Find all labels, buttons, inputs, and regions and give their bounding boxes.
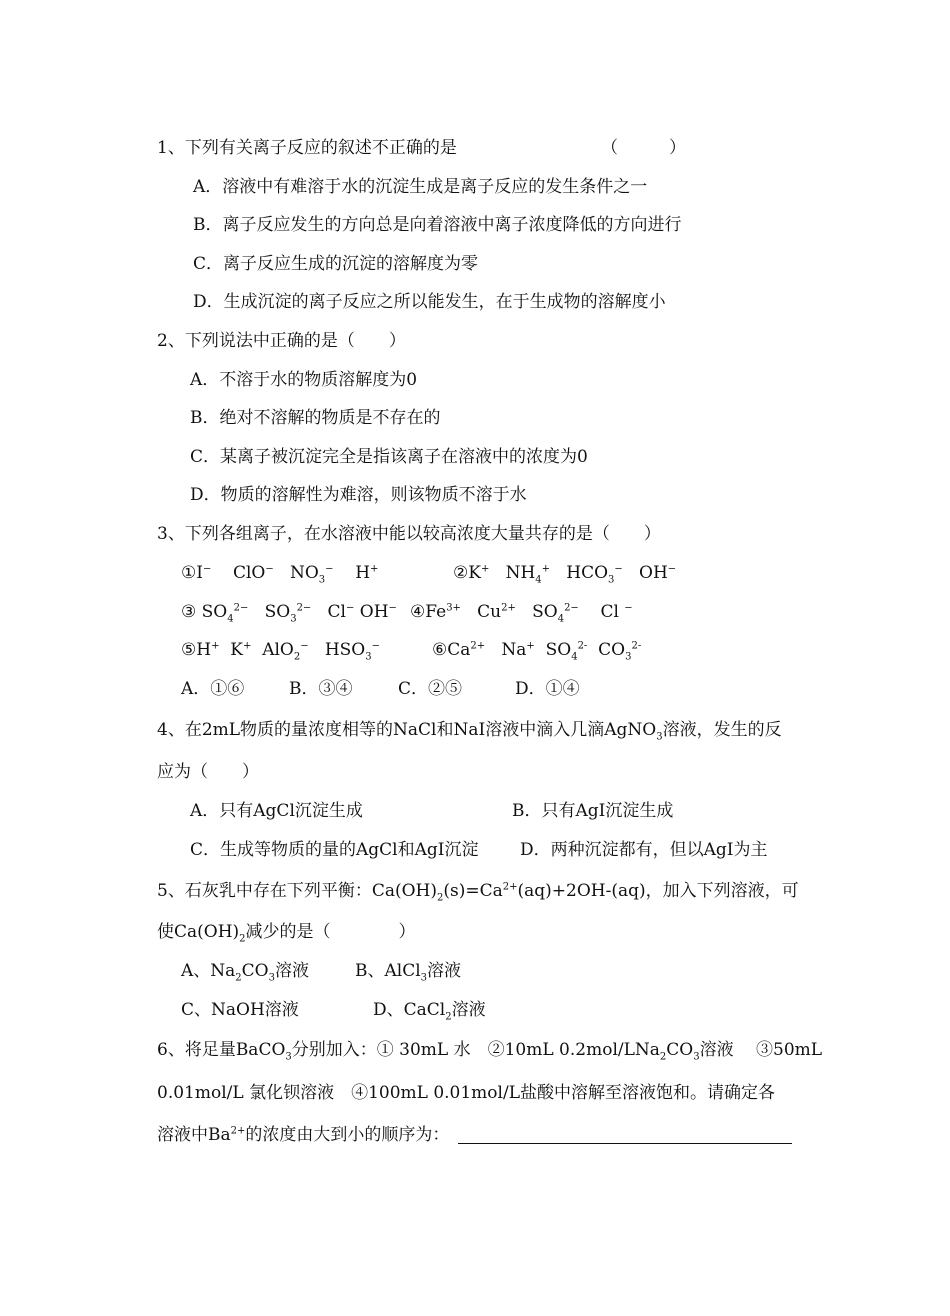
q1-option-d: D．生成沉淀的离子反应之所以能发生，在于生成物的溶解度小 <box>193 292 666 312</box>
q2-option-c: C．某离子被沉淀完全是指该离子在溶液中的浓度为0 <box>190 447 588 467</box>
q3-ion-group-6: $⑥Ca^{2+}$ Na+ $SO_4^{2-}$ $CO_3^{2-}$ <box>432 640 642 663</box>
q4-stem-line1: 4、在2mL物质的量浓度相等的NaCl和NaI溶液中滴入几滴AgNO$_3$溶液，发生的反 <box>157 720 782 743</box>
q3-ion-group-3: ③ $SO_4^{2-}$ $SO_3^{2-}$ Cl− OH− <box>181 602 397 625</box>
q6-stem-line1: 6、将足量BaCO$_3$分别加入：① 30mL 水 ②10mL $0.2mol/LNa_2CO_3$溶液 ③50mL <box>157 1040 823 1063</box>
q3-ion-group-4: $④Fe^{3+}$ $Cu^{2+}$ $SO_4^{2-}$ Cl − <box>410 602 633 625</box>
q5-option-c: C、NaOH溶液 <box>181 1000 299 1020</box>
q1-option-b: B．离子反应发生的方向总是向着溶液中离子浓度降低的方向进行 <box>193 215 682 235</box>
q4-option-c: C．生成等物质的量的AgCl和AgI沉淀 <box>190 840 479 860</box>
q1-stem: 1、下列有关离子反应的叙述不正确的是 <box>157 138 457 158</box>
q6-stem-line2: 0.01mol/L 氯化钡溶液 ④100mL 0.01mol/L盐酸中溶解至溶液饱和。请确定各 <box>157 1083 775 1103</box>
q6-answer-blank[interactable] <box>458 1143 792 1144</box>
q5-stem-line1: 5、石灰乳中存在下列平衡：$Ca(OH)_2(s)=Ca^{2+}(aq)+2OH-(aq)$，加入下列溶液，可 <box>157 881 799 904</box>
q1-option-c: C．离子反应生成的沉淀的溶解度为零 <box>193 254 479 274</box>
q2-option-b: B．绝对不溶解的物质是不存在的 <box>190 408 441 428</box>
q4-stem-line2: 应为（ ） <box>157 762 259 782</box>
q4-option-b: B．只有AgI沉淀生成 <box>512 801 674 821</box>
q1-answer-paren: （ ） <box>601 138 686 158</box>
q5-option-a: A、$Na_2CO_3$溶液 <box>181 961 309 984</box>
q3-option-c: C．②⑤ <box>398 679 463 699</box>
q5-option-d: D、CaCl$_2$溶液 <box>373 1000 486 1023</box>
q4-option-a: A．只有AgCl沉淀生成 <box>190 801 363 821</box>
q1-option-a: A．溶液中有难溶于水的沉淀生成是离子反应的发生条件之一 <box>193 177 648 197</box>
q2-stem: 2、下列说法中正确的是（ ） <box>157 331 406 351</box>
q6-stem-line3: 溶液中$Ba^{2+}$的浓度由大到小的顺序为： <box>157 1125 450 1145</box>
q3-option-b: B．③④ <box>289 679 353 699</box>
q3-ion-group-1: ①I− ClO− $NO_3^-$ H+ <box>181 563 379 586</box>
q3-stem: 3、下列各组离子，在水溶液中能以较高浓度大量共存的是（ ） <box>157 524 661 544</box>
q3-ion-group-2: ②K+ $NH_4^+$ $HCO_3^-$ OH− <box>453 563 677 586</box>
q3-option-d: D．①④ <box>515 679 580 699</box>
q4-option-d: D．两种沉淀都有，但以AgI为主 <box>520 840 768 860</box>
q3-option-a: A．①⑥ <box>181 679 245 699</box>
q5-stem-line2: 使$Ca(OH)_2$减少的是（ ） <box>157 922 416 945</box>
q5-option-b: B、AlCl$_3$溶液 <box>355 961 462 984</box>
q3-ion-group-5: ⑤H+ K+ AlO$_2$− $HSO_3^-$ <box>181 640 381 663</box>
q2-option-d: D．物质的溶解性为难溶，则该物质不溶于水 <box>190 485 527 505</box>
q2-option-a: A．不溶于水的物质溶解度为0 <box>190 370 418 390</box>
